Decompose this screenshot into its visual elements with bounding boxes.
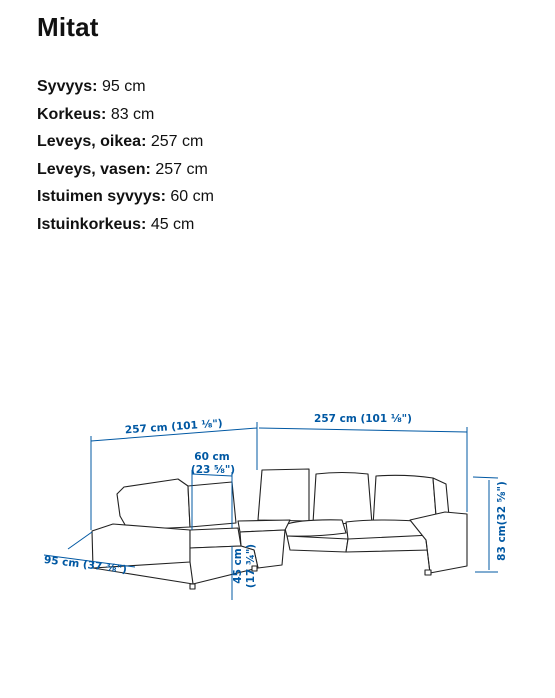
spec-label: Leveys, oikea: (37, 133, 147, 150)
seat-depth-in-label: (23 ⅝") (190, 464, 236, 476)
spec-depth (37, 73, 214, 101)
height-label: 83 cm(32 ⅝") (496, 481, 508, 561)
width-left-label: 257 cm (101 ⅛") (124, 417, 224, 437)
dimension-specs-list (37, 73, 214, 238)
spec-height (37, 101, 214, 129)
spec-value: 95 cm (101, 78, 146, 95)
spec-label: Istuinkorkeus: (37, 215, 147, 233)
seat-height-in-label: (17 ¾") (245, 543, 257, 589)
spec-value: 257 cm (155, 160, 208, 178)
depth-label: 95 cm (37 ⅜") (43, 553, 128, 577)
spec-label: Syvyys: (37, 78, 98, 95)
spec-seat-height (37, 211, 214, 239)
sofa-dimension-drawing (0, 380, 555, 620)
width-right-label: 257 cm (101 ⅛") (314, 413, 412, 425)
spec-value: 45 cm (150, 215, 195, 233)
spec-value: 60 cm (170, 188, 214, 205)
page-title: Mitat (37, 12, 99, 42)
spec-seat-depth (37, 183, 214, 211)
spec-label: Leveys, vasen: (37, 160, 151, 178)
seat-height-cm-label: 45 cm (232, 548, 244, 584)
spec-width-left (37, 156, 214, 184)
corner-sofa-illustration (92, 469, 467, 589)
spec-label: Korkeus: (37, 105, 107, 123)
spec-width-right (37, 128, 214, 156)
spec-value: 257 cm (150, 133, 204, 150)
seat-depth-cm-label: 60 cm (194, 451, 230, 463)
spec-label: Istuimen syvyys: (37, 188, 166, 205)
spec-value: 83 cm (110, 105, 155, 123)
